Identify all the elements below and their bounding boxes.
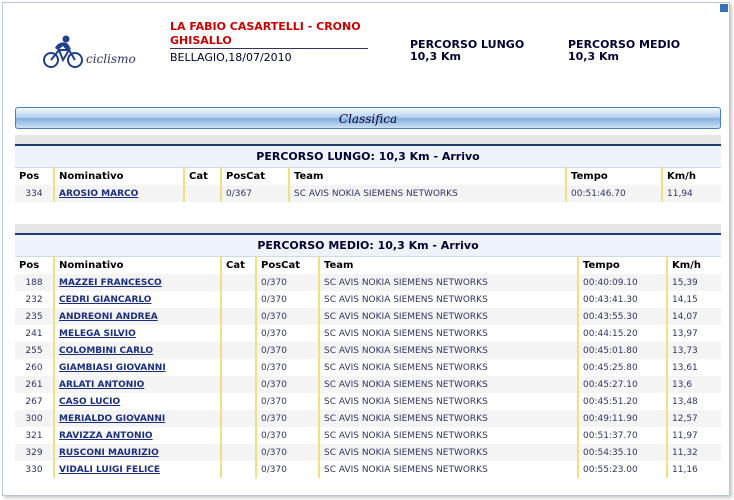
row-team: SC AVIS NOKIA SIEMENS NETWORKS [319,410,578,427]
athlete-link[interactable]: ARLATI ANTONIO [59,379,145,390]
route-medio-distance: 10,3 Km [568,50,619,63]
section-spacer [15,224,721,233]
athlete-link[interactable]: VIDALI LUIGI FELICE [59,464,161,475]
row-name [54,359,221,376]
section-title-medio: PERCORSO MEDIO: 10,3 Km - Arrivo [15,234,721,257]
row-cat [184,185,221,202]
row-name [54,444,221,461]
cyclist-icon [42,34,84,70]
results-table-medio [15,233,721,478]
col-team: Team [289,168,566,186]
row-pos: 329 [15,444,54,461]
athlete-link[interactable]: CEDRI GIANCARLO [59,294,152,305]
athlete-link[interactable]: COLOMBINI CARLO [59,345,154,356]
col-kmh: Km/h [667,257,721,275]
col-tempo: Tempo [566,168,662,186]
row-speed: 14,07 [667,308,721,325]
athlete-link[interactable]: CASO LUCIO [59,396,121,407]
row-team: SC AVIS NOKIA SIEMENS NETWORKS [319,359,578,376]
table-row [15,274,721,291]
col-kmh: Km/h [662,168,721,186]
row-pos: 267 [15,393,54,410]
col-poscat: PosCat [221,168,289,186]
athlete-link[interactable]: MERIALDO GIOVANNI [59,413,166,424]
row-time: 00:44:15.20 [578,325,667,342]
row-poscat: 0/370 [256,325,319,342]
row-pos: 261 [15,376,54,393]
athlete-link[interactable]: GIAMBIASI GIOVANNI [59,362,166,373]
route-medio-name: PERCORSO MEDIO [568,38,681,51]
row-cat [221,427,256,444]
table-header [15,168,721,186]
row-cat [221,274,256,291]
row-name [54,376,221,393]
table-row [15,444,721,461]
col-tempo: Tempo [578,257,667,275]
row-pos: 330 [15,461,54,478]
row-poscat: 0/370 [256,291,319,308]
event-place-date: BELLAGIO,18/07/2010 [170,51,292,64]
title-divider [170,48,368,49]
results-table-lungo [15,144,721,202]
row-name [54,274,221,291]
route-lungo [410,39,524,63]
table-row [15,185,721,202]
row-pos: 300 [15,410,54,427]
athlete-link[interactable]: ANDREONI ANDREA [59,311,158,322]
row-cat [221,359,256,376]
row-team: SC AVIS NOKIA SIEMENS NETWORKS [319,325,578,342]
athlete-link[interactable]: MELEGA SILVIO [59,328,136,339]
row-pos: 188 [15,274,54,291]
row-pos: 255 [15,342,54,359]
row-time: 00:54:35.10 [578,444,667,461]
row-poscat: 0/370 [256,359,319,376]
row-team: SC AVIS NOKIA SIEMENS NETWORKS [319,393,578,410]
row-name [54,185,184,202]
row-poscat: 0/370 [256,274,319,291]
row-time: 00:43:55.30 [578,308,667,325]
table-row [15,308,721,325]
row-name [54,393,221,410]
row-speed: 13,73 [667,342,721,359]
table-row [15,393,721,410]
table-row [15,376,721,393]
row-team: SC AVIS NOKIA SIEMENS NETWORKS [319,308,578,325]
row-team: SC AVIS NOKIA SIEMENS NETWORKS [319,291,578,308]
row-pos: 334 [15,185,54,202]
col-nominativo: Nominativo [54,257,221,275]
row-name [54,410,221,427]
athlete-link[interactable]: MAZZEI FRANCESCO [59,277,162,288]
row-time: 00:51:46.70 [566,185,662,202]
table-row [15,410,721,427]
row-time: 00:55:23.00 [578,461,667,478]
row-cat [221,393,256,410]
table-row [15,291,721,308]
table-row [15,325,721,342]
row-name [54,427,221,444]
table-row [15,342,721,359]
row-team: SC AVIS NOKIA SIEMENS NETWORKS [319,444,578,461]
row-cat [221,410,256,427]
col-poscat: PosCat [256,257,319,275]
row-cat [221,376,256,393]
row-pos: 241 [15,325,54,342]
row-poscat: 0/370 [256,461,319,478]
row-poscat: 0/370 [256,393,319,410]
section-title-lungo: PERCORSO LUNGO: 10,3 Km - Arrivo [15,145,721,168]
section-spacer [15,135,721,144]
row-name [54,461,221,478]
row-team: SC AVIS NOKIA SIEMENS NETWORKS [289,185,566,202]
row-speed: 11,32 [667,444,721,461]
row-poscat: 0/370 [256,427,319,444]
classifica-bar [15,107,721,129]
col-pos: Pos [15,168,54,186]
row-poscat: 0/370 [256,342,319,359]
row-time: 00:40:09.10 [578,274,667,291]
row-cat [221,342,256,359]
logo [42,34,136,74]
row-speed: 13,48 [667,393,721,410]
table-header [15,257,721,275]
row-cat [221,308,256,325]
row-time: 00:45:01.80 [578,342,667,359]
row-poscat: 0/370 [256,444,319,461]
row-team: SC AVIS NOKIA SIEMENS NETWORKS [319,461,578,478]
row-speed: 15,39 [667,274,721,291]
row-name [54,325,221,342]
row-speed: 11,97 [667,427,721,444]
table-row [15,359,721,376]
col-nominativo: Nominativo [54,168,184,186]
row-speed: 13,61 [667,359,721,376]
col-cat: Cat [184,168,221,186]
row-pos: 232 [15,291,54,308]
athlete-link[interactable]: RUSCONI MAURIZIO [59,447,159,458]
route-lungo-distance: 10,3 Km [410,50,461,63]
row-poscat: 0/370 [256,376,319,393]
row-speed: 13,6 [667,376,721,393]
row-speed: 14,15 [667,291,721,308]
row-pos: 260 [15,359,54,376]
row-speed: 12,57 [667,410,721,427]
table-row [15,427,721,444]
logo-text: ciclismo [86,52,136,66]
row-team: SC AVIS NOKIA SIEMENS NETWORKS [319,342,578,359]
row-speed: 13,97 [667,325,721,342]
event-title: LA FABIO CASARTELLI - CRONO GHISALLO [170,20,361,47]
row-name [54,308,221,325]
row-cat [221,325,256,342]
row-poscat: 0/370 [256,308,319,325]
row-time: 00:45:25.80 [578,359,667,376]
row-time: 00:51:37.70 [578,427,667,444]
row-time: 00:45:51.20 [578,393,667,410]
row-time: 00:45:27.10 [578,376,667,393]
row-poscat: 0/367 [221,185,289,202]
row-cat [221,291,256,308]
row-time: 00:49:11.90 [578,410,667,427]
athlete-link[interactable]: RAVIZZA ANTONIO [59,430,153,441]
col-cat: Cat [221,257,256,275]
row-cat [221,461,256,478]
athlete-link[interactable]: AROSIO MARCO [59,188,139,199]
row-cat [221,444,256,461]
row-poscat: 0/370 [256,410,319,427]
row-speed: 11,94 [662,185,721,202]
route-medio [568,39,680,63]
row-name [54,291,221,308]
row-team: SC AVIS NOKIA SIEMENS NETWORKS [319,376,578,393]
table-row [15,461,721,478]
col-team: Team [319,257,578,275]
row-name [54,342,221,359]
corner-marker [720,4,728,12]
classifica-label: Classifica [338,112,398,126]
row-team: SC AVIS NOKIA SIEMENS NETWORKS [319,427,578,444]
route-lungo-name: PERCORSO LUNGO [410,38,525,51]
row-pos: 321 [15,427,54,444]
row-time: 00:43:41.30 [578,291,667,308]
col-pos: Pos [15,257,54,275]
row-speed: 11,16 [667,461,721,478]
row-team: SC AVIS NOKIA SIEMENS NETWORKS [319,274,578,291]
row-pos: 235 [15,308,54,325]
